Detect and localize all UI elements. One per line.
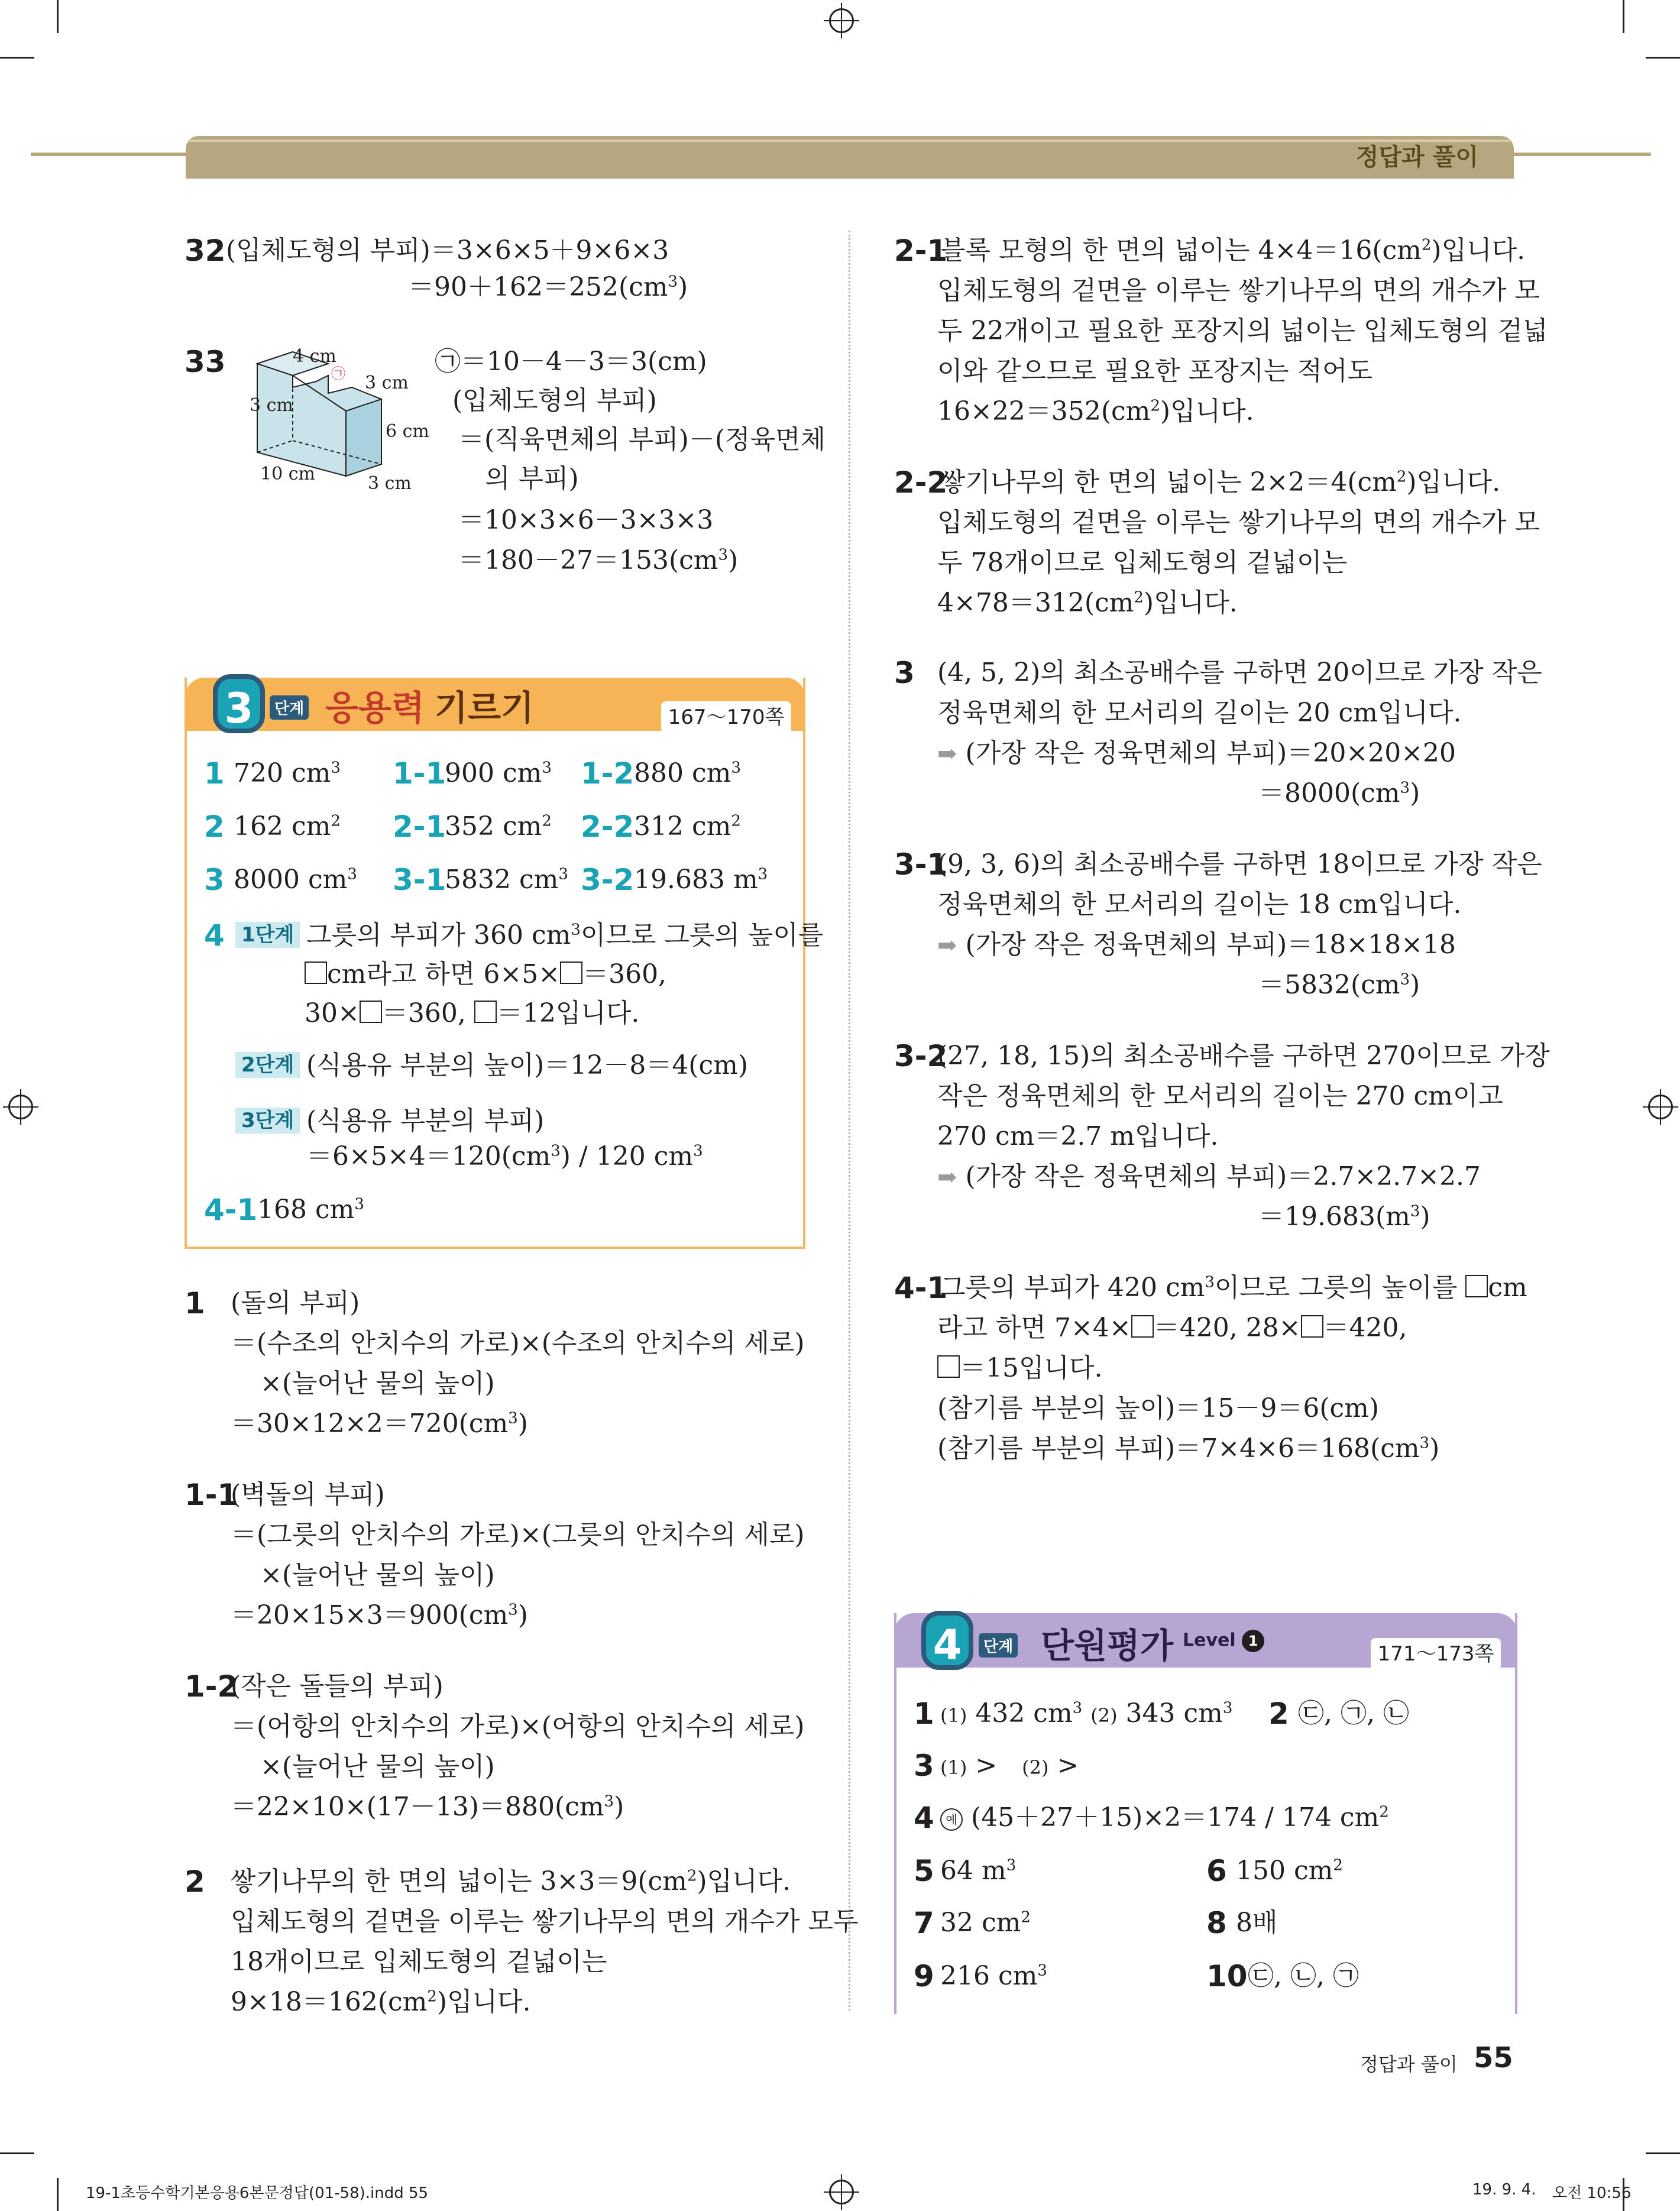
- answer-number: 2-2: [581, 810, 635, 844]
- answer-number: 5: [914, 1854, 934, 1888]
- answer-value: 168 $cm^3$: [257, 1194, 364, 1225]
- solution-line: ㉠＝10－4－3＝3(cm): [435, 347, 707, 377]
- solution-line: $=180-27=153(cm^3)$: [458, 545, 739, 575]
- solution-line: 작은 정육면체의 한 모서리의 길이는 270 cm이고: [937, 1081, 1503, 1111]
- solution-line: 블록 모형의 한 면의 넓이는 $4\times 4=16(cm^2)$입니다.: [940, 235, 1526, 266]
- footer-date: 19. 9. 4.: [1472, 2181, 1536, 2199]
- step-tag: 2단계: [235, 1052, 300, 1078]
- answer-value: 8배: [1236, 1908, 1278, 1938]
- registration-mark: [829, 8, 854, 33]
- problem-number: 3-1: [894, 847, 948, 882]
- footer-file: 19-1초등수학기본응용6본문정답(01-58).indd 55: [86, 2184, 429, 2202]
- answer-number: 2-1: [393, 810, 446, 844]
- solution-line: 18개이므로 입체도형의 겉넓이는: [231, 1947, 607, 1977]
- stage4-pages: 171～173쪽: [1371, 1638, 1501, 1670]
- solution-line: (입체도형의 부피): [452, 386, 657, 416]
- registration-mark: [829, 2180, 854, 2204]
- column-divider: [849, 231, 850, 2011]
- dimension-label: 10 cm: [260, 464, 315, 484]
- answer-number: 1: [914, 1697, 934, 1731]
- solution-line: 라고 하면 7×4× ＝420, 28× ＝420,: [937, 1313, 1407, 1343]
- answer-number: 9: [914, 1959, 934, 1993]
- answer-number: 1: [204, 756, 225, 791]
- answer-number: 3: [914, 1749, 934, 1783]
- arrow-right-icon: ➡: [937, 1164, 957, 1191]
- answer-number: 6: [1206, 1854, 1227, 1888]
- solution-line: 정육면체의 한 모서리의 길이는 18 cm입니다.: [937, 889, 1462, 920]
- solution-line: $=8000(cm^3)$: [1258, 778, 1420, 808]
- answer-number: 8: [1206, 1906, 1227, 1940]
- answer-value: ㉢, ㉡, ㉠: [1248, 1961, 1359, 1991]
- header-section-title: 정답과 풀이: [1355, 144, 1478, 171]
- answer-value: 900 $cm^3$: [445, 758, 552, 788]
- problem-number: 3-2: [894, 1039, 948, 1073]
- problem-number: 1-2: [184, 1669, 238, 1704]
- answer-value: ㉢, ㉠, ㉡: [1298, 1698, 1409, 1728]
- dimension-label: 3 cm: [368, 473, 412, 494]
- step-line: 30× ＝360, ＝12입니다.: [305, 998, 640, 1028]
- answer-number: 2: [1268, 1697, 1289, 1731]
- answer-number: 3-1: [393, 863, 446, 897]
- solution-line: $=22\times 10\times(17-13)=880(cm^3)$: [231, 1792, 624, 1822]
- solution-line: (작은 돌들의 부피): [231, 1671, 444, 1701]
- answer-value: 64 $m^3$: [940, 1856, 1017, 1886]
- solution-line: (27, 18, 15)의 최소공배수를 구하면 270이므로 가장: [937, 1041, 1550, 1071]
- answer-number: 1-1: [393, 756, 446, 791]
- answer-value: 8000 $cm^3$: [234, 865, 357, 895]
- problem-number: 1: [184, 1286, 205, 1320]
- stage4-title: 단원평가: [1041, 1626, 1174, 1666]
- page-number: 55: [1474, 2041, 1513, 2074]
- answer-value: 880 $cm^3$: [634, 758, 741, 788]
- problem-number: 1-1: [184, 1478, 238, 1512]
- solution-line: (4, 5, 2)의 최소공배수를 구하면 20이므로 가장 작은: [937, 658, 1542, 688]
- answer-value: 150 $cm^2$: [1236, 1856, 1343, 1886]
- solution-line: ➡ (가장 작은 정육면체의 부피)＝20×20×20: [937, 738, 1456, 768]
- solution-line: 입체도형의 겉면을 이루는 쌓기나무의 면의 개수가 모: [937, 276, 1540, 306]
- angle-label: ㉠: [331, 365, 345, 382]
- solution-line: 270 cm＝2.7 m입니다.: [937, 1121, 1219, 1151]
- crop-mark: [1646, 57, 1680, 59]
- solution-line: 쌓기나무의 한 면의 넓이는 $3\times 3=9(cm^2)$입니다.: [231, 1866, 791, 1896]
- answer-value: 312 $cm^2$: [634, 811, 741, 841]
- solution-line: (돌의 부피): [231, 1288, 360, 1318]
- answer-value: 32 $cm^2$: [940, 1908, 1031, 1938]
- solution-line: (벽돌의 부피): [231, 1480, 385, 1510]
- solution-line: 의 부피): [485, 464, 579, 494]
- answer-value: 352 $cm^2$: [445, 811, 552, 841]
- footer-label: 정답과 풀이: [1360, 2053, 1458, 2076]
- step-line: cm라고 하면 6×5× ＝360,: [305, 959, 666, 990]
- step-line: $=6\times 5\times 4=120(cm^3) / 120$ $cm^3$: [306, 1141, 703, 1171]
- crop-mark: [1646, 2152, 1680, 2154]
- step-line: (식용유 부분의 부피): [306, 1106, 545, 1136]
- answer-number: 3-2: [581, 863, 635, 897]
- answer-number: 3: [204, 863, 225, 897]
- solution-line: $4\times 78=312(cm^2)$입니다.: [937, 588, 1238, 618]
- solution-line: $=19.683(m^3)$: [1258, 1202, 1430, 1232]
- solution-line: (9, 3, 6)의 최소공배수를 구하면 18이므로 가장 작은: [937, 849, 1542, 879]
- solution-line: ➡ (가장 작은 정육면체의 부피)＝18×18×18: [937, 930, 1456, 960]
- stage3-badge-tag: 단계: [270, 695, 309, 720]
- header-band: [186, 136, 1514, 179]
- answer-number: 4-1: [204, 1193, 258, 1227]
- solution-line: 쌓기나무의 한 면의 넓이는 $2\times 2=4(cm^2)$입니다.: [940, 467, 1501, 497]
- answer-number: 2: [204, 810, 225, 844]
- stage3-title-b: 기르기: [435, 688, 535, 728]
- answer-number: 1-2: [581, 756, 635, 791]
- answer-value: 예 (45＋27＋15)×2＝174 / 174 $cm^2$: [940, 1802, 1389, 1833]
- solution-line: ＝10×3×6－3×3×3: [458, 505, 714, 535]
- solution-line: $=30\times 12\times 2=720(cm^3)$: [231, 1409, 528, 1439]
- solution-line: ＝(어항의 안치수의 가로)×(어항의 안치수의 세로): [231, 1711, 805, 1741]
- solution-line: ×(늘어난 물의 높이): [260, 1752, 495, 1782]
- stage4-level: Level 1: [1183, 1630, 1264, 1652]
- crop-mark: [0, 2152, 34, 2154]
- answer-number: 4: [914, 1801, 934, 1835]
- answer-value: 720 $cm^3$: [234, 758, 341, 788]
- problem-number: 4-1: [894, 1271, 948, 1305]
- solution-line: ＝(그릇의 안치수의 가로)×(그릇의 안치수의 세로): [231, 1520, 805, 1550]
- stage4-badge-tag: 단계: [979, 1633, 1018, 1658]
- registration-mark: [1648, 1095, 1673, 1119]
- answer-number: 4: [204, 918, 225, 953]
- answer-value: (1) > (2) >: [940, 1750, 1079, 1781]
- step-line: 그릇의 부피가 360 $cm^3$이므로 그릇의 높이를: [306, 920, 824, 950]
- crop-mark: [0, 57, 34, 59]
- solution-line: 입체도형의 겉면을 이루는 쌓기나무의 면의 개수가 모: [937, 507, 1540, 538]
- solution-line: ＝(수조의 안치수의 가로)×(수조의 안치수의 세로): [231, 1328, 805, 1358]
- stage3-title-a: 응용력: [325, 688, 425, 728]
- solution-line: $=5832(cm^3)$: [1258, 970, 1420, 1000]
- solution-line: 두 78개이므로 입체도형의 겉넓이는: [937, 548, 1348, 578]
- solution-line: (입체도형의 부피)＝3×6×5＋9×6×3: [226, 235, 669, 266]
- solution-line: (참기름 부분의 부피)$=7\times 4\times 6=168(cm^3)$: [937, 1433, 1440, 1464]
- answer-value: 5832 $cm^3$: [445, 865, 568, 895]
- answer-value: 216 $cm^3$: [940, 1961, 1047, 1991]
- solution-line: ＝(직육면체의 부피)－(정육면체: [458, 425, 826, 455]
- problem-number: 33: [184, 345, 226, 379]
- answer-value: 19.683 $m^3$: [634, 865, 768, 895]
- stage4-badge: 4: [921, 1611, 973, 1670]
- dimension-label: 3 cm: [250, 395, 293, 416]
- header-band-shadow: [189, 140, 1510, 142]
- problem-number: 3: [894, 656, 915, 690]
- dimension-label: 4 cm: [293, 346, 336, 367]
- step-tag: 3단계: [235, 1108, 300, 1134]
- solution-line: ×(늘어난 물의 높이): [260, 1560, 495, 1590]
- solution-line: ×(늘어난 물의 높이): [260, 1368, 495, 1399]
- solution-line: $=90+162=252(cm^3)$: [408, 272, 688, 302]
- solution-line: 이와 같으므로 필요한 포장지는 적어도: [937, 356, 1373, 386]
- dimension-label: 3 cm: [365, 373, 409, 393]
- answer-value: (1) 432 $cm^3$ (2) 343 $cm^3$: [940, 1698, 1233, 1728]
- problem-number: 2: [184, 1864, 205, 1899]
- dimension-label: 6 cm: [386, 421, 429, 442]
- answer-number: 7: [914, 1906, 934, 1940]
- solution-line: ➡ (가장 작은 정육면체의 부피)＝2.7×2.7×2.7: [937, 1161, 1481, 1192]
- solution-line: ＝15입니다.: [937, 1353, 1103, 1384]
- solution-line: 입체도형의 겉면을 이루는 쌓기나무의 면의 개수가 모두: [231, 1906, 859, 1937]
- solution-line: $9\times 18=162(cm^2)$입니다.: [231, 1987, 531, 2017]
- step-tag: 1단계: [235, 922, 300, 948]
- arrow-right-icon: ➡: [937, 740, 957, 768]
- problem-number: 32: [184, 234, 226, 268]
- solution-line: (참기름 부분의 높이)＝15－9＝6(cm): [937, 1393, 1380, 1423]
- solution-line: 정육면체의 한 모서리의 길이는 20 cm입니다.: [937, 698, 1462, 728]
- solution-line: $=20\times 15\times 3=900(cm^3)$: [231, 1600, 528, 1630]
- step-line: (식용유 부분의 높이)＝12－8＝4(cm): [306, 1050, 749, 1080]
- arrow-right-icon: ➡: [937, 932, 957, 959]
- answer-number: 10: [1206, 1959, 1248, 1993]
- crop-mark: [57, 2178, 59, 2211]
- stage3-badge: 3: [213, 674, 265, 733]
- solution-line: 두 22개이고 필요한 포장지의 넓이는 입체도형의 겉넓: [937, 316, 1548, 346]
- problem-number: 2-2: [894, 465, 948, 500]
- footer-time: 오전 10:56: [1552, 2184, 1632, 2202]
- answer-value: 162 $cm^2$: [234, 811, 341, 841]
- registration-mark: [8, 1095, 33, 1119]
- stage3-pages: 167～170쪽: [661, 701, 791, 733]
- crop-mark: [57, 0, 59, 33]
- problem-number: 2-1: [894, 234, 948, 268]
- crop-mark: [1623, 0, 1624, 33]
- solution-line: 그릇의 부피가 420 $cm^3$이므로 그릇의 높이를 cm: [940, 1273, 1527, 1303]
- solution-line: $16\times 22=352(cm^2)$입니다.: [937, 396, 1254, 426]
